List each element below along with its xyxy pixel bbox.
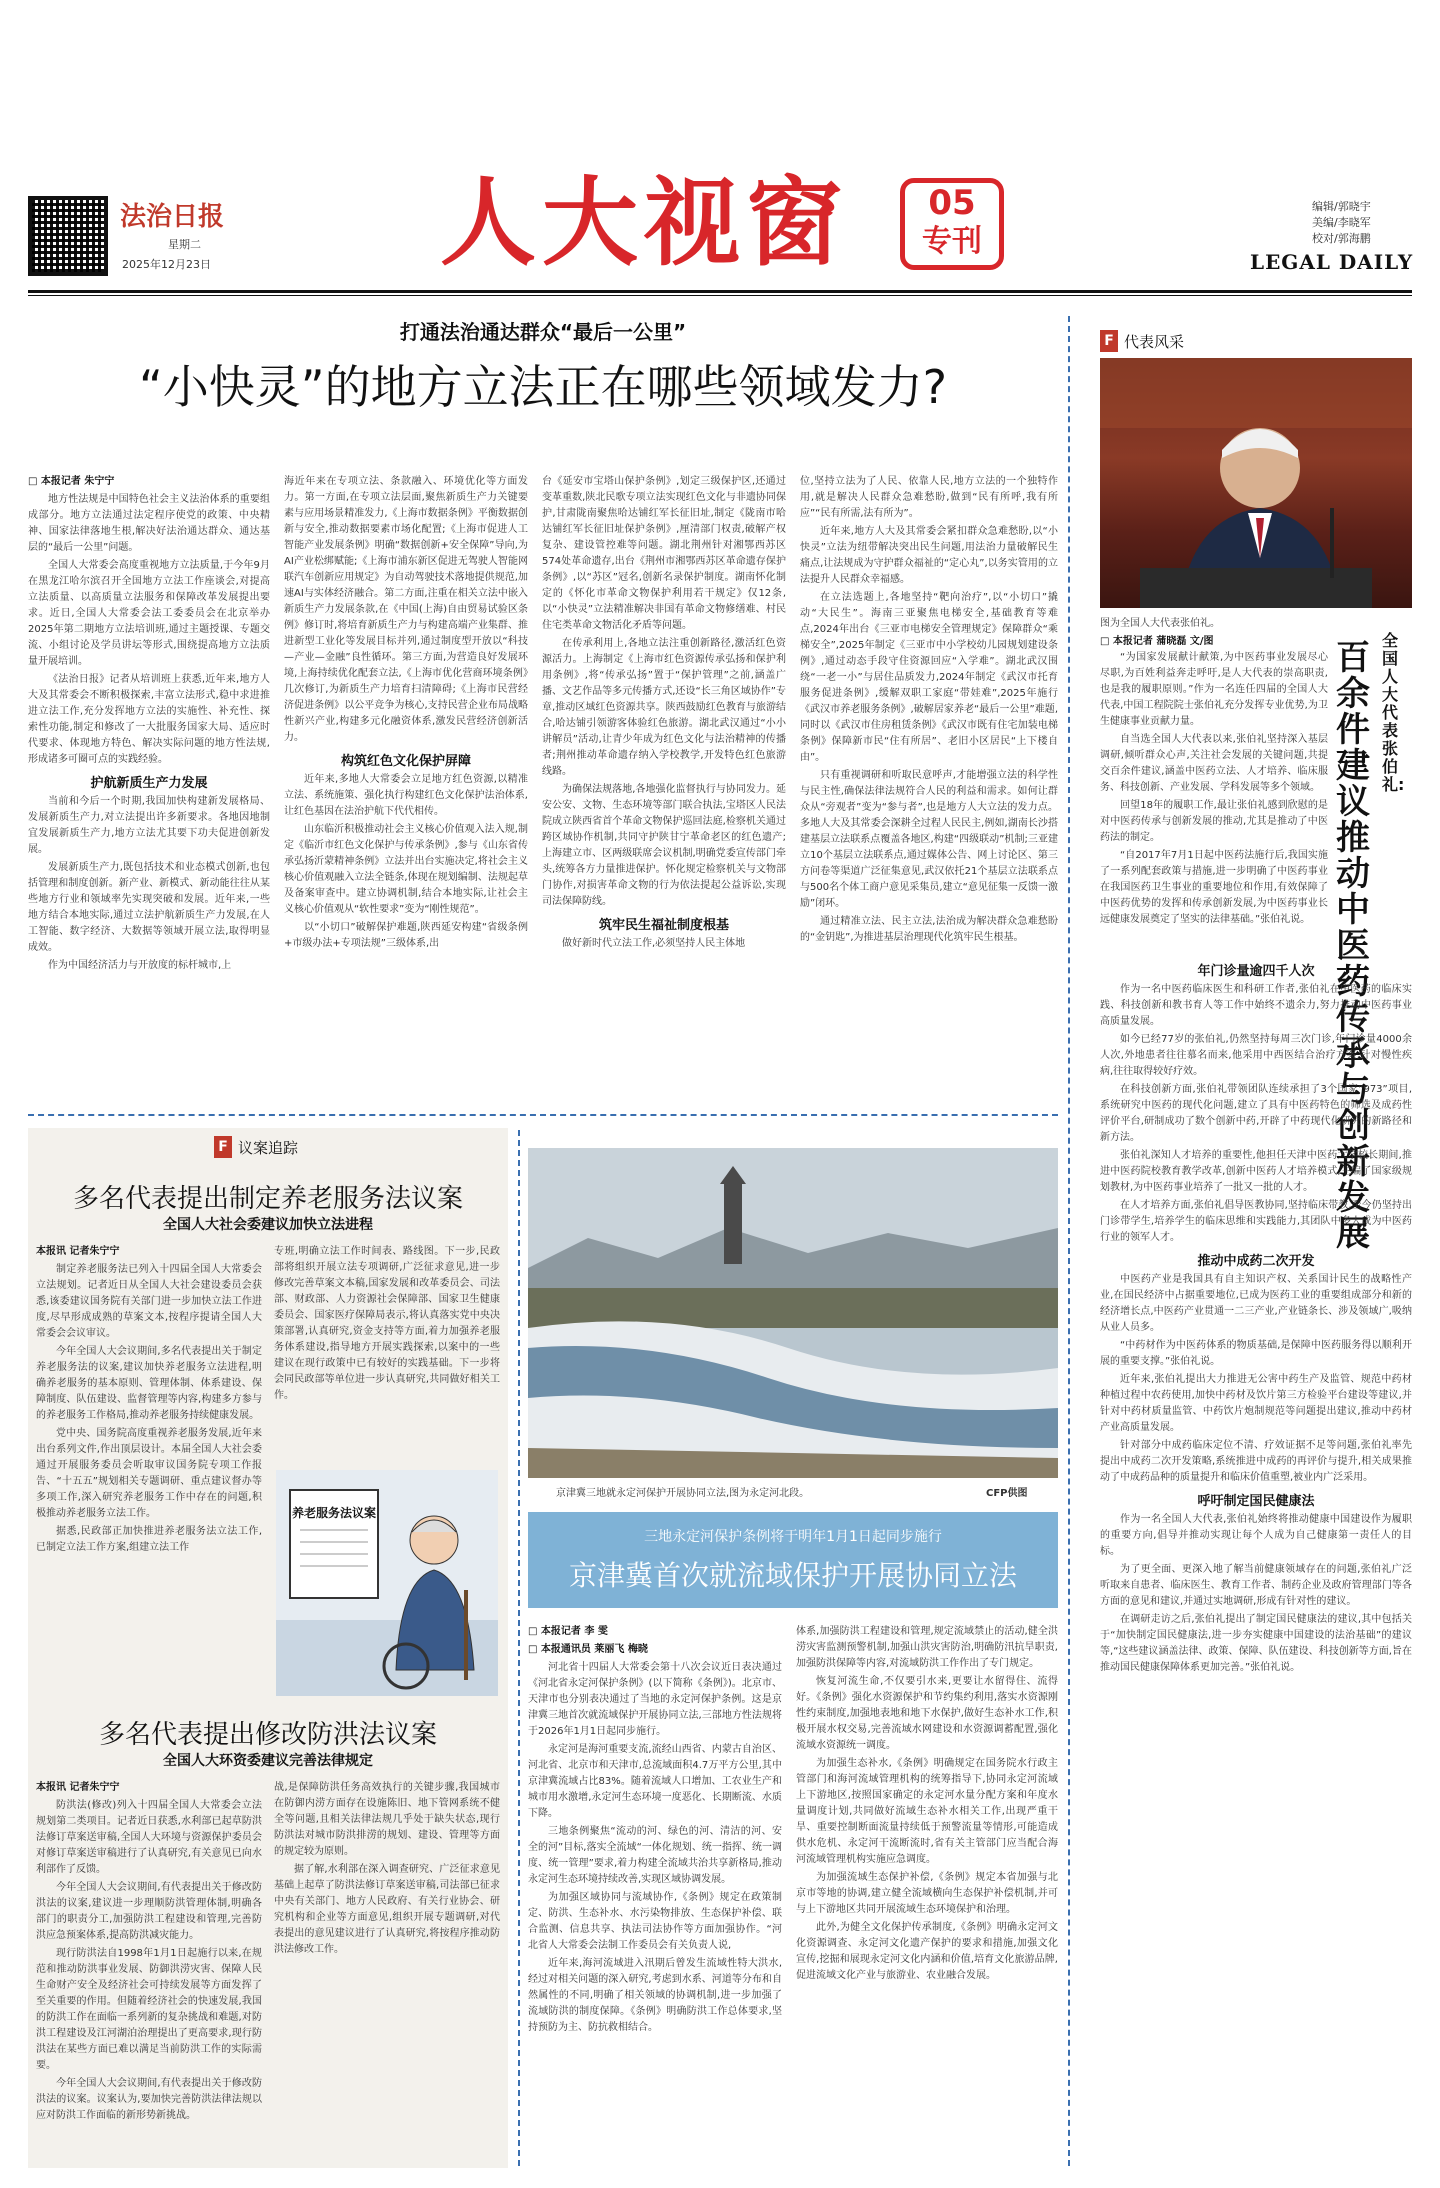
paragraph: 为加强区域协同与流域协作,《条例》规定在政策制定、防洪、生态补水、水污染物排放、生态保护补偿、联合监测、信息共享、执法司法协作等方面加强协作。“河北省人大常委会法制工作委员会有关负责人说, — [528, 1892, 782, 1951]
jingjinji-title-banner — [528, 1512, 1058, 1608]
paragraph: 在调研走访之后,张伯礼提出了制定国民健康法的建议,其中包括关于“加快制定国民健康法,进一步夯实健康中国建设的法治基础”的建议等,“这些建议涵盖法律、政策、保障、队伍建设、科技创新等方面,旨在推动国民健康保障体系更加完善。”张伯礼说。 — [1100, 1614, 1412, 1673]
tag-f-icon: F — [214, 1136, 232, 1158]
daibiao-photo — [1100, 358, 1412, 608]
yian-title-1: 多名代表提出制定养老服务法议案 — [72, 1184, 463, 1214]
yian-byline-1: 本报讯 记者朱宁宁 — [36, 1246, 120, 1257]
paragraph: 作为一名全国人大代表,张伯礼始终将推动健康中国建设作为履职的重要方向,倡导并推动实现让每个人成为自己健康第一责任人的目标。 — [1100, 1514, 1412, 1557]
lead-byline: □ 本报记者 朱宁宁 — [28, 476, 115, 487]
paragraph: 近年来,张伯礼提出大力推进无公害中药生产及监管、规范中药材种植过程中农药使用,加快中药材及饮片第三方检验平台建设等建议,并针对中药材质量监管、中药饮片炮制规范等问题提出建议,推动中药材产业高质量发展。 — [1100, 1374, 1412, 1433]
page-type: 专刊 — [922, 224, 982, 259]
paragraph: 党中央、国务院高度重视养老服务发展,近年来出台系列文件,作出顶层设计。本届全国人大社会委通过开展服务委员会听取审议国务院专项工作报告、“十五五”规划相关专题调研、重点建议督办等多项工作,深入研究养老服务工作中存在的问题,积极推动养老服务立法工作。 — [36, 1428, 262, 1519]
paragraph: 为确保法规落地,各地强化监督执行与协同发力。延安公安、文物、生态环境等部门联合执法,宝塔区人民法院成立陕西省首个革命文物保护巡回法庭,检察机关通过跨区域协作机制,共同守护陕甘宁革命老区的红色遗产;上海建立市、区两级联席会议机制,明确党委宣传部门牵头,统筹各方力量推进保护。怀化规定检察机关与文物部门协作,对损害革命文物的行为依法提起公益诉讼,实现司法保障防线。 — [542, 784, 786, 907]
paragraph: 以“小切口”破解保护难题,陕西延安构建“省级条例+市级办法+专项法规”三级体系,出 — [284, 922, 528, 949]
paragraph: 三地条例聚焦“流动的河、绿色的河、清洁的河、安全的河”目标,落实全流域“一体化规划、统一指挥、统一调度、统一管理”要求,着力构建全流域共治共享新格局,推动永定河生态环境持续改善,实现区域协调发展。 — [528, 1826, 782, 1885]
yian-subtitle-1: 全国人大社会委建议加快立法进程 — [163, 1217, 373, 1233]
paragraph: 专班,明确立法工作时间表、路线图。下一步,民政部将组织开展立法专项调研,广泛征求意见,进一步修改完善草案文本稿,国家发展和改革委员会、司法部、财政部、人力资源社会保障部、国家卫生健康委员会、国家医疗保障局表示,将认真落实党中央决策部署,认真研究,资金支持等方面,着力加强养老服务体系建设,指导地方开展实践探索,以案中的一些建议在现行政策中已有较好的实践基础。下一步将会同民政部等单位进一步认真研究,共同做好相关工作。 — [274, 1246, 500, 1401]
jingjinji-title: 京津冀首次就流域保护开展协同立法 — [568, 1559, 1017, 1592]
paragraph: 山东临沂积极推动社会主义核心价值观入法入规,制定《临沂市红色文化保护与传承条例》,参与《山东省传承弘扬沂蒙精神条例》立法并出台实施决定,将社会主义核心价值观融入立法全链条,体现在规划编制、法规起草及备案审查中。建立协调机制,结合本地实际,让社会主义核心价值观从“软性要求”变为“刚性规范”。 — [284, 824, 528, 915]
masthead-rule-thin — [28, 295, 1412, 296]
paragraph: 今年全国人大会议期间,多名代表提出关于制定养老服务法的议案,建议加快养老服务立法进程,明确养老服务的基本原则、管理体制、体系建设、保障制度、队伍建设、监督管理等内容,构建多方参与的养老服务工作格局,推动养老服务持续健康发展。 — [36, 1346, 262, 1421]
paragraph: 体系,加强防洪工程建设和管理,规定流域禁止的活动,健全洪涝灾害监测预警机制,加强山洪灾害防治,明确防汛抗旱职责,加强防洪保障等内容,对流域防洪工作作出了专门规定。 — [796, 1626, 1058, 1669]
paragraph: 据了解,水利部在深入调查研究、广泛征求意见基础上起草了防洪法修订草案送审稿,司法部已征求中央有关部门、地方人民政府、有关行业协会、研究机构和企业等方面意见,组织开展专题调研,对代表提出的意见建议进行了认真研究,将按程序推动防洪法修改工作。 — [274, 1864, 500, 1955]
paragraph: “中药材作为中医药体系的物质基础,是保障中医药服务得以顺利开展的重要支撑。”张伯礼说。 — [1100, 1340, 1412, 1367]
yian-tag-label: 议案追踪 — [238, 1138, 299, 1157]
yian-title-2: 多名代表提出修改防洪法议案 — [98, 1720, 437, 1750]
divider-horizontal — [28, 1114, 1058, 1116]
paragraph: 在科技创新方面,张伯礼带领团队连续承担了3个国家“973”项目,系统研究中医药的现代化问题,建立了具有中医药特色的筛选及成药性评价平台,研制成功了数个创新中药,开辟了中药现代化研究的新路径和新方法。 — [1100, 1084, 1412, 1143]
daibiao-column-main — [1100, 956, 1412, 2166]
portrait-graphic — [1100, 358, 1412, 608]
yian-column-2 — [274, 1244, 500, 1464]
paragraph: 近年来,多地人大常委会立足地方红色资源,以精准立法、系统施策、强化执行构建红色文化保护法治体系,让红色基因在法治护航下代代相传。 — [284, 774, 528, 817]
yian-column-1 — [36, 1244, 262, 1704]
lead-title: “小快灵”的地方立法正在哪些领域发力? — [138, 360, 948, 414]
lead-column-4 — [800, 474, 1058, 1104]
daibiao-tag — [1100, 330, 1184, 352]
lead-column-2 — [284, 474, 528, 1104]
proofreader-credit: 校对/郭海鹏 — [1312, 232, 1371, 245]
jingjinji-kicker: 三地永定河保护条例将于明年1月1日起同步施行 — [644, 1529, 942, 1545]
yian-column-4 — [274, 1780, 500, 2164]
paragraph: 今年全国人大会议期间,有代表提出关于修改防洪法的议案。议案认为,要加快完善防洪法律法规以应对防洪工作面临的新形势新挑战。 — [36, 2078, 262, 2121]
paragraph: 中医药产业是我国具有自主知识产权、关系国计民生的战略性产业,在国民经济中占据重要地位,已成为医药工业的重要组成部分和新的经济增长点,中医药产业贯通一二三产业,产业链条长、涉及领域广,吸纳从业人员多。 — [1100, 1274, 1412, 1333]
designer-credit: 美编/李晓军 — [1312, 216, 1371, 229]
weekday: 星期二 — [168, 238, 201, 251]
daibiao-photo-caption: 图为全国人大代表张伯礼。 — [1100, 618, 1220, 629]
page-number: 05 — [928, 183, 976, 223]
paper-name: 法治日报 — [120, 202, 225, 232]
paragraph: 当前和今后一个时期,我国加快构建新发展格局、发展新质生产力,对立法提出许多新要求。各地因地制宜发展新质生产力,地方立法尤其要下功夫促进创新发展。 — [28, 796, 270, 855]
paragraph: 回望18年的履职工作,最让张伯礼感到欣慰的是对中医药传承与创新发展的推动,尤其是推动了中医药法的制定。 — [1100, 800, 1328, 843]
yian-tag — [214, 1136, 298, 1158]
daibiao-subhead-2: 推动中成药二次开发 — [1197, 1254, 1315, 1269]
paragraph: 自当选全国人大代表以来,张伯礼坚持深入基层调研,倾听群众心声,关注社会发展的关键问题,共提交百余件建议,涵盖中医药立法、人才培养、临床服务、科技创新、产业发展、学科发展等多个领域。 — [1100, 734, 1328, 793]
jingjinji-column-2 — [796, 1624, 1058, 2164]
paragraph: 在传承利用上,各地立法注重创新路径,激活红色资源活力。上海制定《上海市红色资源传承弘扬和保护利用条例》,将“传承弘扬”置于“保护管理”之前,涵盖广播、文艺作品等多元传播方式,还设“长三角区域协作”专章,推动区域红色资源共享。陕西鼓励红色教育与旅游结合,哈达铺引领游客体验红色旅游。湖北武汉通过“小小讲解员”活动,让青少年成为红色文化与法治精神的传播者;荆州推动革命遗存纳入学校教学,开发特色红色旅游线路。 — [542, 638, 786, 777]
paragraph: 台《延安市宝塔山保护条例》,划定三级保护区,还通过变革重数,陕北民歌专项立法实现红色文化与非遗协同保护,甘肃陇南聚焦哈达铺红军长征旧址,制定《陇南市哈达铺红军长征旧址保护条例》,厘清部门权责,破解产权复杂、建设管控难等问题。湖北荆州针对湘鄂西苏区574处革命遗存,出台《荆州市湘鄂西苏区革命遗存保护条例》,以“苏区”冠名,创新名录保护制度。湖南怀化制定的《怀化市革命文物保护利用若干规定》仅12条,以“小快灵”立法精准解决非国有革命文物修缮难、村民住宅类革命文物活化矛盾等问题。 — [542, 476, 786, 631]
jingjinji-byline-1: □ 本报记者 李 雯 — [528, 1626, 608, 1637]
jingjinji-byline-2: □ 本报通讯员 莱丽飞 梅晓 — [528, 1644, 648, 1655]
cartoon-illustration — [276, 1470, 498, 1696]
paragraph: 在立法选题上,各地坚持“靶向治疗”,以“小切口”撬动“大民生”。海南三亚聚焦电梯安全,基础教育等难点,2024年出台《三亚市电梯安全管理规定》保障群众“乘梯安全”,2025年制定《三亚市中小学校幼儿园规划建设条例》,通过动态手段守住资源回应“入学难”。湖北武汉围绕“一老一小”与居住品质发力,2024年制定《武汉市托育服务促进条例》,缓解双职工家庭“带娃难”,2025年施行《武汉市养老服务条例》,破解居家养老“最后一公里”难题,同时以《武汉市住房租赁条例》《武汉市既有住宅加装电梯条例》保障新市民“住有所居”、老旧小区居民“上下楼自由”。 — [800, 592, 1058, 763]
cartoon-label: 养老服务法议案 — [292, 1506, 377, 1520]
paragraph: 张伯礼深知人才培养的重要性,他担任天津中医药大学校长期间,推进中医药院校教育教学改革,创新中医药人才培养模式,主编了国家级规划教材,为中医药事业培养了一批又一批的人才。 — [1100, 1150, 1412, 1193]
river-photo — [528, 1148, 1058, 1478]
paragraph: 海近年来在专项立法、条款融入、环境优化等方面发力。第一方面,在专项立法层面,聚焦新质生产力关键要素与应用场景精准发力,《上海市数据条例》平衡数据创新与安全,推动数据要素市场化配置;《上海市促进人工智能产业发展条例》明确“数据创新+安全保障”导向,为AI产业松绑赋能;《上海市浦东新区促进无驾驶人智能网联汽车创新应用规定》为自动驾驶技术落地提供规范,加速AI与实体经济融合。第二方面,注重在相关立法中嵌入新质生产力发展条款,在《中国(上海)自由贸易试验区条例》修订时,将培育新质生产力与构建高端产业集群、推进新型工业化等发展目标并列,通过制度型开放以“科技—产业—金融”良性循环。第三方面,为营造良好发展环境,上海持续优化配套立法,《上海市优化营商环境条例》几次修订,为新质生产力培育扫清障碍;《上海市民营经济促进条例》以公平竞争为核心,支持民营企业布局战略性新兴产业,构建多元化融资体系,激发民营经济创新活力。 — [284, 476, 528, 743]
page-number-box — [900, 178, 1004, 270]
paragraph: 今年全国人大会议期间,有代表提出关于修改防洪法的议案,建议进一步理顺防洪管理体制,明确各部门的职责分工,加强防洪工程建设和管理,完善防洪应急预案体系,提高防洪减灾能力。 — [36, 1882, 262, 1941]
paragraph: 位,坚持立法为了人民、依靠人民,地方立法的一个独特作用,就是解决人民群众急难愁盼,做到“民有所呼,我有所应”“民有所需,法有所为”。 — [800, 476, 1058, 519]
river-photo-caption: 京津冀三地就永定河保护开展协同立法,图为永定河北段。 — [556, 1488, 810, 1499]
yian-subtitle-2: 全国人大环资委建议完善法律规定 — [163, 1753, 373, 1769]
paragraph: “自2017年7月1日起中医药法施行后,我国实施了一系列配套政策与措施,进一步明确了中医药事业在我国医药卫生事业的重要地位和作用,有效保障了中医药优势的发挥和传承创新发展,为中医药事业长远健康发展奠定了坚实的法律基础。”张伯礼说。 — [1100, 850, 1328, 925]
paragraph: 如今已经77岁的张伯礼,仍然坚持每周三次门诊,年门诊量4000余人次,外地患者往往慕名而来,他采用中西医结合治疗方案,针对慢性疾病,往往取得较好疗效。 — [1100, 1034, 1412, 1077]
paragraph: 作为一名中医药临床医生和科研工作者,张伯礼在中医药的临床实践、科技创新和教书育人等工作中始终不遗余力,努力推动中医药事业高质量发展。 — [1100, 984, 1412, 1027]
lead-kicker: 打通法治通达群众“最后一公里” — [399, 320, 687, 344]
paragraph: 恢复河流生命,不仅要引水来,更要让水留得住、流得好。《条例》强化水资源保护和节约集约利用,落实水资源刚性约束制度,加强地表地和地下水保护,做好生态补水工作,积极开展水权交易,完善流域水网建设和水资源调蓄配置,强化流域水资源统一调度。 — [796, 1676, 1058, 1751]
date: 2025年12月23日 — [122, 258, 211, 271]
paragraph: 为加强流域生态保护补偿,《条例》规定本省加强与北京市等地的协调,建立健全流域横向生态保护补偿机制,并可与上下游地区共同开展流域生态环境保护和治理。 — [796, 1872, 1058, 1915]
section-title: 人大视窗 — [440, 167, 848, 279]
paragraph: 据悉,民政部正加快推进养老服务法立法工作,已制定立法工作方案,组建立法工作 — [36, 1526, 262, 1553]
english-name: LEGAL DAILY — [1250, 250, 1414, 274]
masthead-rule — [28, 290, 1412, 293]
daibiao-byline: □ 本报记者 蒲晓磊 文/图 — [1100, 636, 1214, 647]
yian-byline-2: 本报讯 记者朱宁宁 — [36, 1782, 120, 1793]
tag-f-icon: F — [1100, 330, 1118, 352]
paragraph: 地方性法规是中国特色社会主义法治体系的重要组成部分。地方立法通过法定程序使党的政策、中央精神、国家法律落地生根,解决好法治通达群众、通达基层的“最后一公里”问题。 — [28, 494, 270, 553]
qr-code — [28, 196, 108, 276]
paragraph: 永定河是海河重要支流,流经山西省、内蒙古自治区、河北省、北京市和天津市,总流域面积4.7万平方公里,其中京津冀流域占比83%。随着流域人口增加、工农业生产和城市用水激增,永定河生态环境一度恶化、长期断流、水质下降。 — [528, 1744, 782, 1819]
paragraph: 战,是保障防洪任务高效执行的关键步骤,我国城市在防御内涝方面存在设施陈旧、地下管网系统不健全等问题,且相关法律法规几乎处于缺失状态,现行防洪法对城市防洪排涝的规划、建设、管理等方面的规定较为原则。 — [274, 1782, 500, 1857]
lead-subhead-3: 筑牢民生福祉制度根基 — [598, 918, 729, 933]
paragraph: 制定养老服务法已列入十四届全国人大常委会立法规划。记者近日从全国人大社会建设委员会获悉,该委建议国务院有关部门进一步加快立法工作进度,尽早形成成熟的草案文本,按程序提请全国人大常委会会议审议。 — [36, 1264, 262, 1339]
paragraph: 针对部分中成药临床定位不清、疗效证据不足等问题,张伯礼率先提出中成药二次开发策略,系统推进中成药的再评价与提升,相关成果推动了中成药品种的质量提升和临床价值重塑,被业内广泛采用。 — [1100, 1440, 1412, 1483]
lead-column-3 — [542, 474, 786, 1104]
paragraph: 近年来,地方人大及其常委会紧扣群众急难愁盼,以“小快灵”立法为纽带解决突出民生问题,用法治力量破解民生痛点,让法规成为守护群众福祉的“定心丸”,以务实管用的立法提升人民群众幸福感。 — [800, 526, 1058, 585]
paragraph: 现行防洪法自1998年1月1日起施行以来,在规范和推动防洪事业发展、防御洪涝灾害、保障人民生命财产安全及经济社会可持续发展等方面发挥了至关重要的作用。但随着经济社会的快速发展,我国的防洪工作在面临一系列新的复杂挑战和难题,对防洪工程建设及江河湖泊治理提出了更高要求,现行防洪法在某些方面已难以满足当前防洪工作的实际需要。 — [36, 1948, 262, 2071]
daibiao-vertical-title: 百余件建议推动中医药传承与创新发展 — [1336, 638, 1370, 1254]
divider-vertical — [1068, 316, 1070, 2166]
paragraph: 通过精准立法、民主立法,法治成为解决群众急难愁盼的“金钥匙”,为推进基层治理现代化筑牢民生根基。 — [800, 916, 1058, 943]
river-photo-credit: CFP供图 — [986, 1488, 1028, 1499]
paragraph: 在人才培养方面,张伯礼倡导医教协同,坚持临床带教,至今仍坚持出门诊带学生,培养学生的临床思维和实践能力,其团队中多人成为中医药行业的领军人才。 — [1100, 1200, 1412, 1243]
paragraph: 只有重视调研和听取民意呼声,才能增强立法的科学性与民主性,确保法律法规符合人民的利益和需求。如何让群众从“旁观者”变为“参与者”,也是地方人大立法的发力点。多地人大及其常委会深耕全过程人民民主,例如,湖南长沙搭建基层立法联系点覆盖各地区,构建“四级联动”机制;三亚建立10个基层立法联系点,通过媒体公告、网上讨论区、第三方问卷等渠道广泛征集意见,武汉依托21个基层立法联系点与500名个体工商户意见采集员,建立“意见征集一反馈一激励”闭环。 — [800, 770, 1058, 909]
paragraph: 全国人大常委会高度重视地方立法质量,于今年9月在黑龙江哈尔滨召开全国地方立法工作座谈会,对提高立法质量、以高质量立法服务和保障改革发展提出要求。近日,全国人大常委会法工委委员会在北京举办2025年第二期地方立法培训班,通过主题授课、专题交流、小组讨论及学员讲坛等形式,围绕提高地方立法质量开展培训。 — [28, 560, 270, 667]
paragraph: 河北省十四届人大常委会第十八次会议近日表决通过《河北省永定河保护条例》(以下简称《条例》)。北京市、天津市也分别表决通过了当地的永定河保护条例。这是京津冀三地首次就流域保护开展协同立法,三部地方性法规将于2026年1月1日起同步施行。 — [528, 1662, 782, 1737]
paragraph: 作为中国经济活力与开放度的标杆城市,上 — [48, 960, 232, 971]
editor-credit: 编辑/郭晓宇 — [1312, 200, 1371, 213]
paragraph: “为国家发展献计献策,为中医药事业发展尽心尽职,为百姓利益奔走呼吁,是人大代表的崇高职责,也是我的履职原则。”作为一名连任四届的全国人大代表,中国工程院院士张伯礼充分发挥专业优势,为卫生健康事业贡献力量。 — [1100, 652, 1328, 727]
daibiao-tag-label: 代表风采 — [1124, 332, 1185, 351]
river-scene — [528, 1148, 1058, 1478]
paragraph: 此外,为健全文化保护传承制度,《条例》明确永定河文化资源调查、永定河文化遗产保护的要求和措施,加强文化宣传,挖掘和展现永定河文化内涵和价值,培育文化旅游品牌,促进流域文化产业与旅游业、农业融合发展。 — [796, 1922, 1058, 1981]
lead-subhead-1: 护航新质生产力发展 — [90, 776, 208, 791]
lead-column-1 — [28, 474, 270, 1104]
daibiao-subhead-1: 年门诊量逾四千人次 — [1197, 964, 1315, 979]
daibiao-vertical-kicker: 全国人大代表张伯礼: — [1382, 631, 1405, 794]
divider-vertical-inner — [518, 1130, 520, 2166]
paragraph: 做好新时代立法工作,必须坚持人民主体地 — [562, 938, 746, 949]
lead-subhead-2: 构筑红色文化保护屏障 — [340, 754, 471, 769]
paragraph: 为加强生态补水,《条例》明确规定在国务院水行政主管部门和海河流域管理机构的统筹指导下,协同永定河流域上下游地区,按照国家确定的永定河水量分配方案和年度水量调度计划,共同做好流域生态补水相关工作,出现严重干旱、重要控制断面流量持续低于预警流量等情形,可能造成供水危机、永定河干流断流时,省有关主管部门应当配合海河流域管理机构实施应急调度。 — [796, 1758, 1058, 1865]
daibiao-subhead-3: 呼吁制定国民健康法 — [1197, 1494, 1315, 1509]
jingjinji-column-1 — [528, 1624, 782, 2164]
yian-column-3 — [36, 1780, 262, 2164]
paragraph: 为了更全面、更深入地了解当前健康领域存在的问题,张伯礼广泛听取来自患者、临床医生、教育工作者、制药企业及政府管理部门等各方面的意见和建议,并通过实地调研,形成有针对性的建议。 — [1100, 1564, 1412, 1607]
paragraph: 近年来,海河流域进入汛期后曾发生流域性特大洪水,经过对相关问题的深入研究,考虑到水系、河道等分布和自然属性的不同,明确了相关领域的协调机制,进一步加强了流域防洪的制度保障。《条例》明确防洪工作总体要求,坚持预防为主、防抗救相结合。 — [528, 1958, 782, 2033]
daibiao-column-top — [1100, 650, 1328, 950]
paragraph: 发展新质生产力,既包括技术和业态模式创新,也包括管理和制度创新。新产业、新模式、新动能往往从某些地方行业和领域率先实现突破和发展。近年来,一些地方结合本地实际,通过立法护航新质生产力发展,在人工智能、数字经济、大数据等领域开展立法,取得明显成效。 — [28, 862, 270, 953]
paragraph: 防洪法(修改)列入十四届全国人大常委会立法规划第二类项目。记者近日获悉,水利部已起草防洪法修订草案送审稿,全国人大环境与资源保护委员会对修订草案送审稿进行了认真研究,有关意见已向水利部作了反馈。 — [36, 1800, 262, 1875]
paragraph: 《法治日报》记者从培训班上获悉,近年来,地方人大及其常委会不断积极探索,丰富立法形式,稳中求进推进立法工作,充分发挥地方立法的实施性、补充性、探索性功能,制定和修改了一大批服务国家大局、适应时代要求、体现地方特色、解决实际问题的地方性法规,形成诸多可圈可点的实践经验。 — [28, 674, 270, 765]
